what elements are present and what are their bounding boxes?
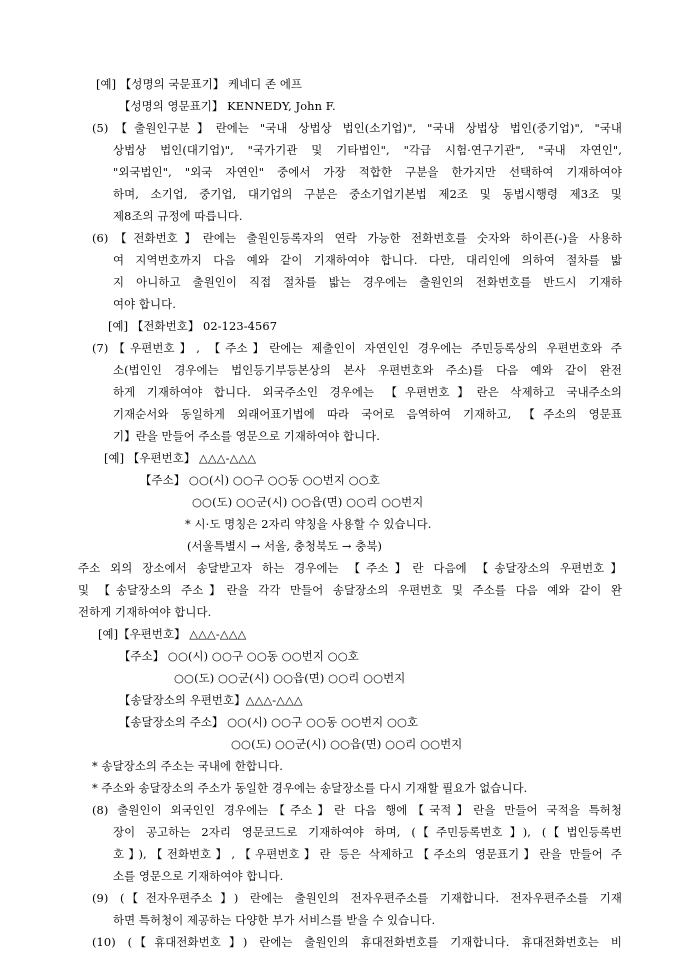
section-5-line: "외국법인", "외국 자연인" 중에서 가장 적합한 구분을 한가지만 선택하여 기재하여야 [113, 165, 622, 179]
example-delivery-postal-code: 【송달장소의 우편번호】△△△-△△△ [119, 693, 303, 707]
example-delivery-address: ○○(도) ○○군(시) ○○읍(면) ○○리 ○○번지 [231, 737, 463, 751]
section-10-line: (10) (【휴대전화번호】) 란에는 출원인의 휴대전화번호를 기재합니다. 휴대전화번호는 비 [92, 935, 622, 949]
example-delivery-address: 【송달장소의 주소】 ○○(시) ○○구 ○○동 ○○번지 ○○호 [119, 715, 419, 729]
example-address: ○○(도) ○○군(시) ○○읍(면) ○○리 ○○번지 [174, 671, 406, 685]
example-address: ○○(도) ○○군(시) ○○읍(면) ○○리 ○○번지 [192, 495, 424, 509]
note-abbreviation: (서울특별시 → 서울, 충청북도 → 충북) [187, 539, 383, 553]
delivery-paragraph-line: 전하게 기재하여야 합니다. [78, 605, 212, 619]
section-5-line: 상법상 법인(대기업)", "국가기관 및 기타법인", "각급 시험·연구기관", "국내 자연인", [113, 143, 622, 157]
section-6-line: 지 아니하고 출원인이 직접 절차를 밟는 경우에는 출원인의 전화번호를 반드시 기재하 [113, 275, 622, 289]
section-7-line: 기】란을 만들어 주소를 영문으로 기재하여야 합니다. [113, 429, 380, 443]
delivery-paragraph-line: 및 【송달장소의 주소】란을 각각 만들어 송달장소의 우편번호 및 주소를 다음 예와 같이 완 [78, 583, 622, 597]
note-delivery-domestic: * 송달장소의 주소는 국내에 한합니다. [92, 759, 283, 773]
section-8-line: 소를 영문으로 기재하여야 합니다. [113, 869, 284, 883]
note-abbreviation: * 시·도 명칭은 2자리 약칭을 사용할 수 있습니다. [185, 517, 432, 531]
section-8-line: 장이 공고하는 2자리 영문코드로 기재하여야 하며, (【주민등록번호】), (【법인등록번 [113, 825, 622, 839]
example-english-name: 【성명의 영문표기】 KENNEDY, John F. [119, 99, 336, 113]
note-delivery-same: * 주소와 송달장소의 주소가 동일한 경우에는 송달장소를 다시 기재할 필요가 없습니다. [92, 781, 528, 795]
example-postal-code: [예] 【우편번호】 △△△-△△△ [104, 451, 257, 465]
delivery-paragraph-line: 주소 외의 장소에서 송달받고자 하는 경우에는 【주소】란 다음에 【송달장소의 우편번호】 [78, 561, 622, 575]
section-6-line: (6)【전화번호】란에는 출원인등록자의 연락 가능한 전화번호를 숫자와 하이픈(-)을 사용하 [92, 231, 622, 245]
section-5-line: (5)【출원인구분】란에는 "국내 상법상 법인(소기업)", "국내 상법상 법인(중기업)", "국내 [92, 121, 622, 135]
section-5-line: 하며, 소기업, 중기업, 대기업의 구분은 중소기업기본법 제2조 및 동법시행령 제3조 및 [113, 187, 622, 201]
section-7-line: 소(법인인 경우에는 법인등기부등본상의 본사 우편번호와 주소)를 다음 예와 같이 완전 [113, 363, 622, 377]
example-address: 【주소】 ○○(시) ○○구 ○○동 ○○번지 ○○호 [140, 473, 380, 487]
section-6-line: 여야 합니다. [113, 297, 176, 311]
section-8-line: (8) 출원인이 외국인인 경우에는【주소】란 다음 행에【국적】란을 만들어 국적을 특허청 [92, 803, 622, 817]
example-address: 【주소】 ○○(시) ○○구 ○○동 ○○번지 ○○호 [119, 649, 359, 663]
section-9-line: 하면 특허청이 제공하는 다양한 부가 서비스를 받을 수 있습니다. [113, 913, 436, 927]
example-postal-code: [예]【우편번호】 △△△-△△△ [98, 627, 247, 641]
section-7-line: (7)【우편번호】, 【주소】란에는 제출인이 자연인인 경우에는 주민등록상의 우편번호와 주 [92, 341, 622, 355]
section-9-line: (9) (【전자우편주소】) 란에는 출원인의 전자우편주소를 기재합니다. 전자우편주소를 기재 [92, 891, 622, 905]
example-korean-name: [예] 【성명의 국문표기】 케네디 존 에프 [96, 77, 303, 91]
section-7-line: 하게 기재하여야 합니다. 외국주소인 경우에는 【우편번호】란은 삭제하고 국내주소의 [113, 385, 622, 399]
section-5-line: 제8조의 규정에 따릅니다. [113, 209, 243, 223]
section-7-line: 기재순서와 동일하게 외래어표기법에 따라 국어로 음역하여 기재하고, 【주소의 영문표 [113, 407, 622, 421]
section-8-line: 호】),【전화번호】,【우편번호】란 등은 삭제하고【주소의 영문표기】란을 만들어 주 [113, 847, 622, 861]
example-phone: [예] 【전화번호】 02-123-4567 [108, 319, 278, 333]
section-6-line: 여 지역번호까지 다음 예와 같이 기재하여야 합니다. 다만, 대리인에 의하여 절차를 밟 [113, 253, 622, 267]
